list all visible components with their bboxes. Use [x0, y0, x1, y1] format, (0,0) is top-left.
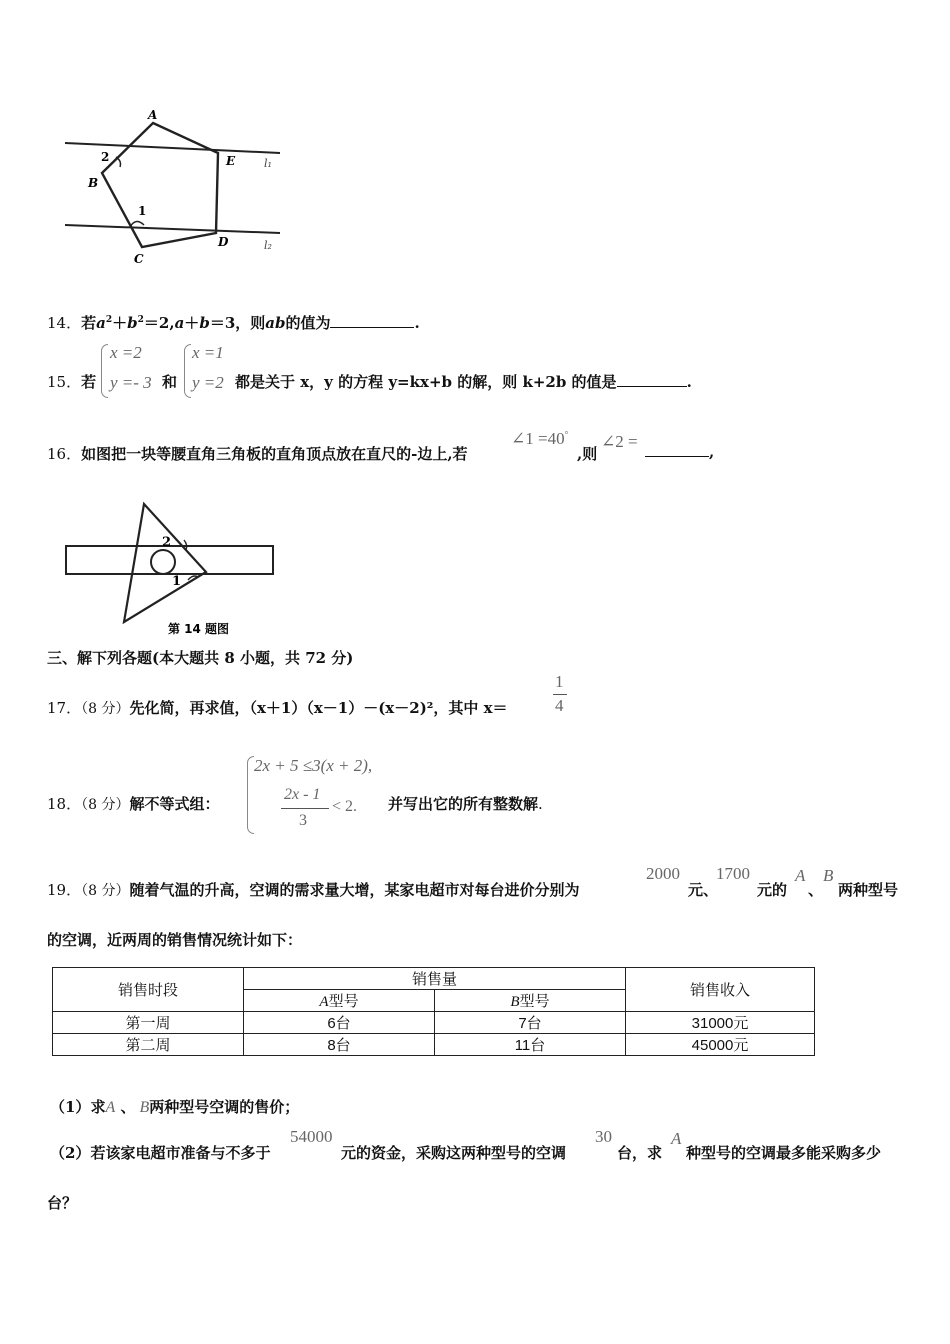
question-19-part2-a: （2）若该家电超市准备与不多于 — [50, 1144, 271, 1162]
inequality-1: 2x + 5 ≤3(x + 2), — [254, 756, 373, 775]
model-B: B — [823, 866, 834, 885]
ruler — [66, 546, 273, 574]
question-15-and: 和 — [162, 373, 178, 391]
money-54000: 54000 — [290, 1127, 333, 1146]
question-17: 17．（8 分）先化简，再求值，（x＋1）（x－1）－(x－2)²，其中 x＝ — [47, 699, 508, 717]
question-16-blank: , — [645, 443, 714, 461]
question-19-part1: （1）求A 、 B两种型号空调的售价； — [50, 1098, 300, 1116]
header-period: 销售时段 — [53, 968, 244, 1012]
section-3-title: 三、解下列各题(本大题共 8 小题，共 72 分) — [47, 649, 354, 667]
angle-2-expr: ∠2 = — [601, 432, 638, 451]
question-14: 14．若$a^2+b^2=2,a+b=3$，则ab的值为 . — [47, 314, 420, 332]
line-l1 — [65, 143, 280, 153]
header-quantity: 销售量 — [244, 968, 626, 990]
question-19-line1: 19．（8 分）随着气温的升高，空调的需求量大增，某家电超市对每台进价分别为 — [47, 881, 580, 899]
sep-1: 、 — [808, 881, 824, 899]
inequality-2-bar — [281, 808, 329, 809]
angle-label-1: 1 — [172, 574, 182, 589]
header-model-A: A型号 — [244, 990, 435, 1012]
cell-a: 8台 — [244, 1034, 435, 1056]
label-l1: l₁ — [264, 157, 272, 170]
system-2-eq1: x =1 — [192, 343, 224, 362]
vertex-C: C — [134, 252, 144, 266]
count-30: 30 — [595, 1127, 612, 1146]
system-1-eq1: x =2 — [110, 343, 142, 362]
fraction-17-den: 4 — [555, 696, 564, 715]
header-income: 销售收入 — [626, 968, 815, 1012]
angle-1-value: ∠1 =40° — [511, 429, 569, 448]
model-A: A — [795, 866, 806, 885]
question-15-text: 都是关于 x，y 的方程 y=kx+b 的解，则 k+2b 的值是 . — [235, 373, 692, 391]
price-2000: 2000 — [646, 864, 680, 883]
cell-income: 45000元 — [626, 1034, 815, 1056]
inequality-2-tail: < 2. — [332, 798, 358, 815]
answer-blank-16[interactable] — [645, 456, 709, 457]
cell-period: 第二周 — [53, 1034, 244, 1056]
inequality-brace — [247, 756, 254, 834]
cell-period: 第一周 — [53, 1012, 244, 1034]
line-l2 — [65, 225, 280, 233]
system-1-eq2: y =- 3 — [110, 373, 152, 392]
figure-caption: 第 14 题图 — [168, 622, 230, 636]
question-18-post: 并写出它的所有整数解. — [388, 795, 543, 813]
angle-label-1: 1 — [138, 204, 147, 218]
price-1700: 1700 — [716, 864, 750, 883]
angle-label-2: 2 — [101, 150, 110, 164]
cell-b: 7台 — [435, 1012, 626, 1034]
question-19-part2-c: 台，求 — [617, 1144, 663, 1162]
fraction-17-num: 1 — [555, 672, 564, 691]
question-15-num: 15．若 — [47, 373, 97, 391]
question-16-then: ,则 — [577, 445, 598, 463]
ruler-triangle-figure — [60, 498, 280, 636]
pentagon-figure — [60, 105, 290, 270]
label-l2: l₂ — [264, 239, 272, 252]
answer-blank-14[interactable] — [330, 327, 414, 328]
question-19-part2-line2: 台？ — [47, 1194, 78, 1212]
vertex-B: B — [88, 176, 99, 190]
question-19-part2-b: 元的资金，采购这两种型号的空调 — [341, 1144, 567, 1162]
sales-table — [52, 967, 815, 1056]
vertex-D: D — [218, 235, 229, 249]
inequality-2-den: 3 — [299, 812, 307, 829]
question-16: 16．如图把一块等腰直角三角板的直角顶点放在直尺的-边上,若 — [47, 445, 468, 463]
inequality-2-num: 2x - 1 — [284, 786, 321, 803]
fraction-17-bar — [553, 694, 567, 695]
system-2-brace — [184, 344, 191, 398]
table-row — [53, 1034, 815, 1056]
model-A-2: A — [671, 1129, 682, 1148]
yuan-2: 元的 — [757, 881, 788, 899]
system-1-brace — [101, 344, 108, 398]
yuan-1: 元、 — [688, 881, 719, 899]
cell-b: 11台 — [435, 1034, 626, 1056]
question-19-part2-d: 种型号的空调最多能采购多少 — [686, 1144, 882, 1162]
system-2-eq2: y =2 — [192, 373, 224, 392]
vertex-E: E — [226, 154, 236, 168]
question-18: 18．（8 分）解不等式组： — [47, 795, 220, 813]
cell-a: 6台 — [244, 1012, 435, 1034]
header-model-B: B型号 — [435, 990, 626, 1012]
table-row — [53, 1012, 815, 1034]
question-19-line2: 的空调，近两周的销售情况统计如下： — [47, 931, 303, 949]
vertex-A: A — [148, 108, 158, 122]
cell-income: 31000元 — [626, 1012, 815, 1034]
question-19-line1-end: 两种型号 — [838, 881, 899, 899]
angle-label-2: 2 — [162, 535, 172, 550]
answer-blank-15[interactable] — [617, 386, 687, 387]
